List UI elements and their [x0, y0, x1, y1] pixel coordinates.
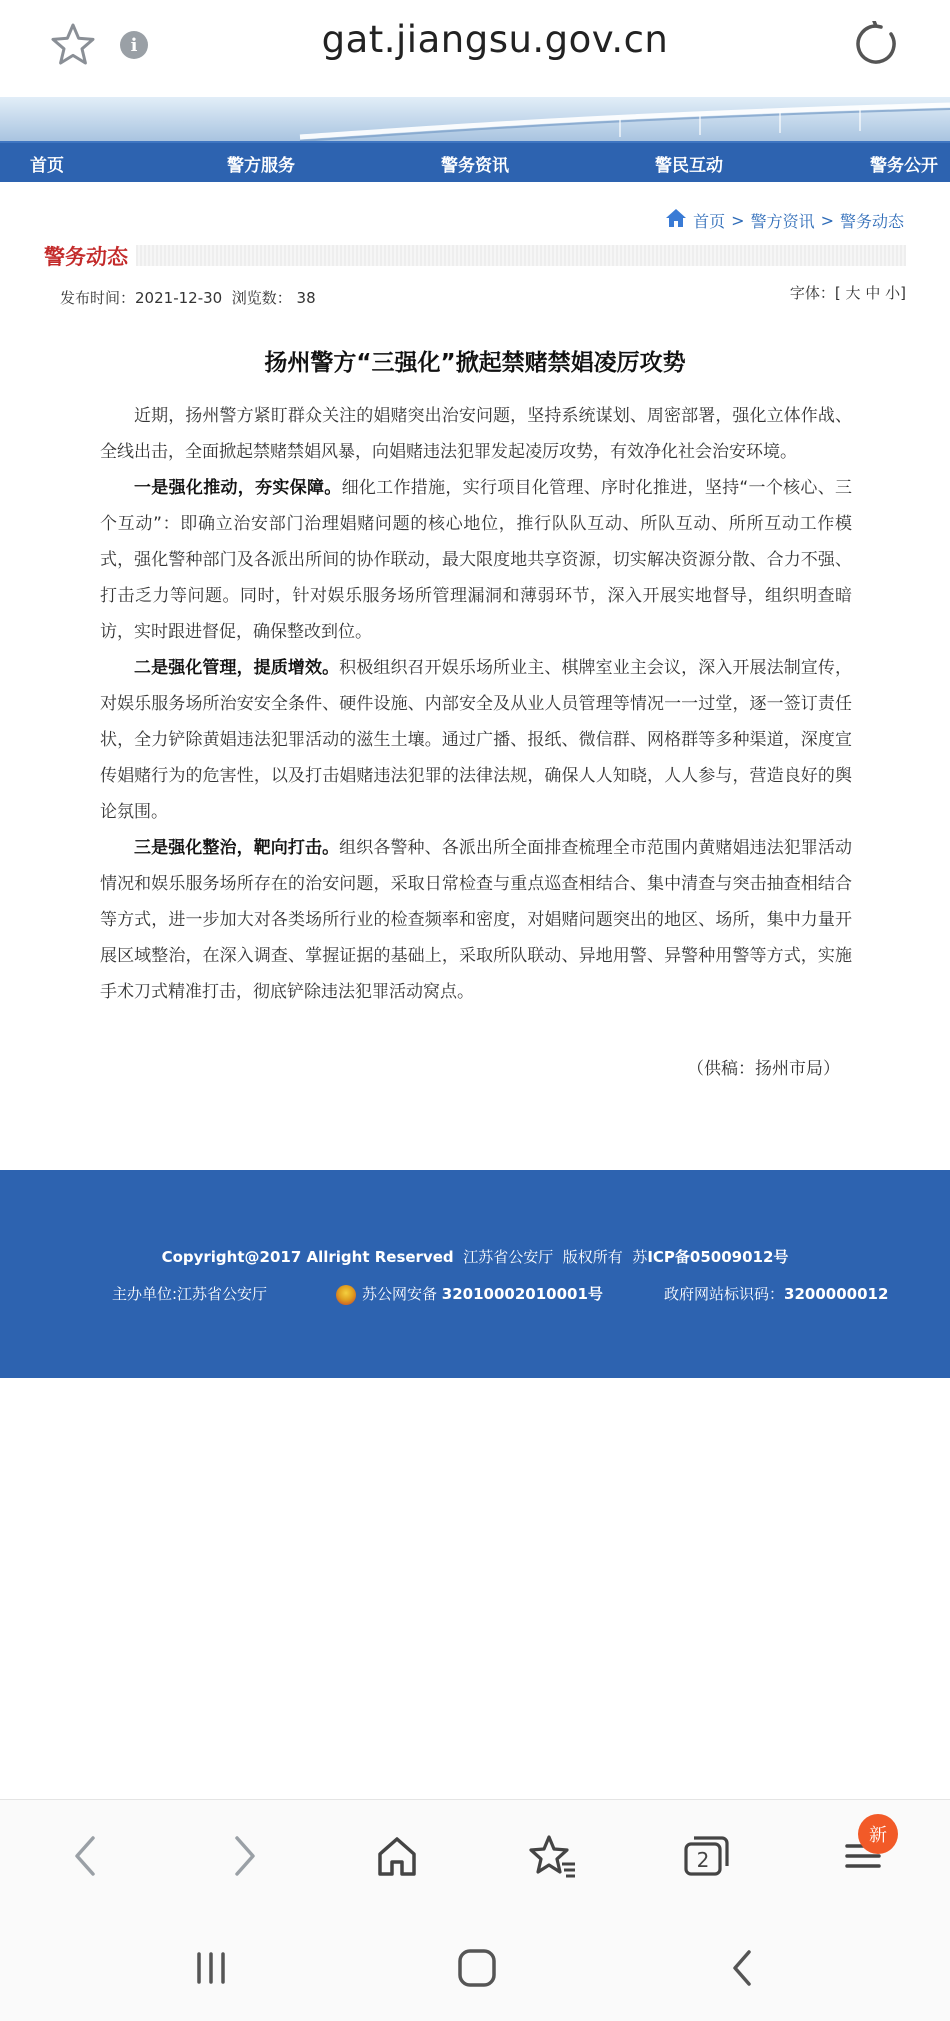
system-home-icon[interactable]	[447, 1943, 507, 1993]
copyright-text: Copyright@2017 Allright Reserved	[161, 1248, 454, 1266]
forward-icon[interactable]	[214, 1830, 274, 1882]
back-icon[interactable]	[56, 1830, 116, 1882]
browser-bottom-toolbar	[0, 1799, 950, 1911]
footer-sponsor: 主办单位:江苏省公安厅	[112, 1285, 268, 1303]
font-large-button[interactable]: 大	[845, 284, 861, 302]
breadcrumb-separator: >	[820, 210, 834, 230]
nav-item-police-services[interactable]: 警方服务	[227, 156, 295, 176]
paragraph-heading: 一是强化推动，夯实保障。	[134, 478, 342, 498]
breadcrumb	[665, 208, 904, 232]
font-small-button[interactable]: 小	[885, 284, 901, 302]
breadcrumb-separator: >	[731, 210, 745, 230]
paragraph-text: 积极组织召开娱乐场所业主、棋牌室业主会议，深入开展法制宣传，对娱乐服务场所治安安全条件、硬件设施、内部安全及从业人员管理等情况一一过堂，逐一签订责任状，全力铲除黄娼违法犯罪活动的滋生土壤。通过广播、报纸、微信群、网格群等多种渠道，深度宣传娼赌行为的危害性，以及打击娼赌违法犯罪的法律法规，确保人人知晓，人人参与，营造良好的舆论氛围。	[100, 658, 852, 822]
paragraph-heading: 二是强化管理，提质增效。	[134, 658, 340, 678]
font-size-label: 字体：	[789, 284, 835, 302]
bracket: ]	[900, 284, 906, 302]
footer-copyright-line	[0, 1246, 950, 1267]
home-icon[interactable]	[367, 1830, 427, 1882]
breadcrumb-police-news[interactable]: 警方资讯	[750, 211, 815, 231]
recents-icon[interactable]	[181, 1943, 241, 1993]
police-emblem-icon	[336, 1285, 356, 1305]
article-title: 扬州警方“三强化”掀起禁赌禁娼凌厉攻势	[264, 350, 686, 376]
home-icon[interactable]	[665, 208, 687, 232]
nav-item-police-news[interactable]: 警务资讯	[441, 156, 509, 176]
nav-item-home[interactable]: 首页	[30, 156, 64, 176]
paragraph-text: 组织各警种、各派出所全面排查梳理全市范围内黄赌娼违法犯罪活动情况和娱乐服务场所存在的治安问题，采取日常检查与重点巡查相结合、集中清查与突击抽查相结合等方式，进一步加大对各类场所行业的检查频率和密度，对娼赌问题突出的地区、场所，集中力量开展区域整治，在深入调查、掌握证据的基础上，采取所队联动、异地用警、异警种用警等方式，实施手术刀式精准打击，彻底铲除违法犯罪活动窝点。	[100, 838, 852, 1002]
main-nav	[0, 141, 950, 182]
paragraph-text: 细化工作措施，实行项目化管理、序时化推进，坚持“一个核心、三个互动”：即确立治安部门治理娼赌问题的核心地位，推行队队互动、所队互动、所所互动工作模式，强化警种部门及各派出所间的协作联动，最大限度地共享资源，切实解决资源分散、合力不强、打击乏力等问题。同时，针对娱乐服务场所管理漏洞和薄弱环节，深入开展实地督导，组织明查暗访，实时跟进督促，确保整改到位。	[100, 478, 853, 642]
tabs-count: 2	[696, 1848, 710, 1872]
footer-rights: 版权所有	[562, 1248, 623, 1266]
tabs-icon[interactable]	[676, 1830, 736, 1882]
police-record-label: 苏公网安备	[362, 1285, 438, 1303]
article-paragraph	[100, 470, 852, 650]
nav-item-public-affairs[interactable]: 警务公开	[870, 156, 938, 176]
article-meta	[60, 287, 316, 308]
icp-number[interactable]: ICP备05009012号	[647, 1248, 789, 1266]
section-title: 警务动态	[44, 241, 136, 271]
publish-date: 2021-12-30	[135, 289, 223, 307]
url-text[interactable]: gat.jiangsu.gov.cn	[321, 18, 669, 61]
breadcrumb-home[interactable]: 首页	[693, 211, 726, 231]
article-paragraph: 近期，扬州警方紧盯群众关注的娼赌突出治安问题，坚持系统谋划、周密部署，强化立体作战、全线出击，全面掀起禁赌禁娼风暴，向娼赌违法犯罪发起凌厉攻势，有效净化社会治安环境。	[100, 406, 852, 462]
breadcrumb-police-updates[interactable]: 警务动态	[839, 211, 904, 231]
reload-icon[interactable]	[850, 18, 902, 70]
new-badge: 新	[858, 1814, 898, 1854]
footer-site-id	[664, 1283, 888, 1304]
article-body	[100, 398, 852, 1010]
police-record-number: 32010002010001号	[441, 1285, 603, 1303]
article-paragraph	[100, 650, 852, 830]
publish-label: 发布时间：	[60, 289, 136, 307]
site-id-number: 3200000012	[784, 1285, 889, 1303]
font-medium-button[interactable]: 中	[865, 284, 881, 302]
nav-item-interaction[interactable]: 警民互动	[655, 156, 723, 176]
views-label: 浏览数：	[231, 289, 292, 307]
bookmarks-icon[interactable]	[523, 1830, 583, 1882]
article-paragraph	[100, 830, 852, 1010]
paragraph-heading: 三是强化整治，靶向打击。	[134, 838, 340, 858]
site-footer	[0, 1170, 950, 1378]
info-icon[interactable]: i	[120, 31, 148, 59]
icp-prefix: 苏	[632, 1248, 648, 1266]
footer-owner: 江苏省公安厅	[463, 1248, 554, 1266]
views-count: 38	[296, 289, 316, 307]
footer-police-record[interactable]	[336, 1283, 603, 1305]
bracket: [	[834, 284, 841, 302]
article-source: （供稿：扬州市局）	[687, 1059, 840, 1079]
font-size-control	[790, 282, 906, 303]
system-back-icon[interactable]	[712, 1943, 772, 1993]
section-header-bar	[44, 245, 906, 266]
browser-top-bar	[0, 0, 950, 97]
system-navigation-bar	[0, 1911, 950, 2021]
site-banner	[0, 97, 950, 141]
site-id-label: 政府网站标识码：	[664, 1285, 785, 1303]
